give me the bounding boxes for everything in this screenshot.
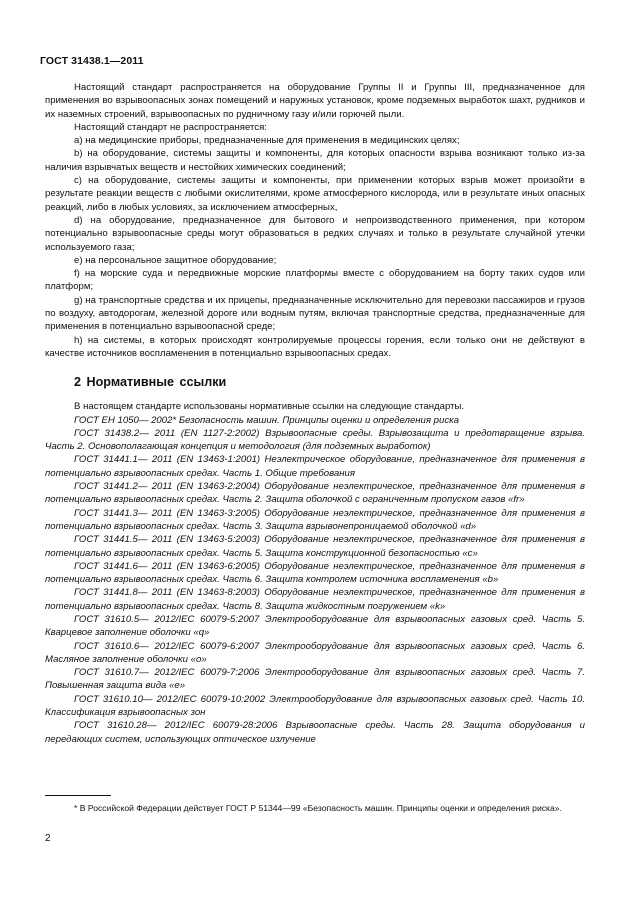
section-heading: 2 Нормативные ссылки <box>74 375 227 390</box>
scope-item-h: h) на системы, в которых происходят контролируемые процессы горения, если только они не действуют в качестве источников воспламенения в потенциально взрывоопасных средах. <box>45 334 585 359</box>
footnote-divider <box>45 795 111 796</box>
scope-item-c: c) на оборудование, системы защиты и компоненты, при применении которых взрыв может произойти в результате реакции веществ с любыми окислителями, кроме атмосферного кислорода, или в результате иных опасных реакций, либо в любых условиях, за исключением атмосферных, <box>45 175 585 213</box>
reference-item: ГОСТ 31610.5— 2012/IEC 60079-5:2007 Электрооборудование для взрывоопасных газовых сред. Часть 5. Кварцевое заполнение оболочки «q» <box>45 613 585 639</box>
reference-item: ГОСТ 31610.7— 2012/IEC 60079-7:2006 Электрооборудование для взрывоопасных газовых сред. Часть 7. Повышенная защита вида «е» <box>45 667 585 692</box>
reference-item: ГОСТ ЕН 1050— 2002* Безопасность машин. Принципы оценки и определения риска <box>74 414 460 426</box>
page-number: 2 <box>45 833 51 844</box>
reference-item: ГОСТ 31610.10— 2012/IEC 60079-10:2002 Электрооборудование для взрывоопасных газовых сред. Часть 10. Классификация взрывоопасных зон <box>45 693 585 719</box>
reference-item: ГОСТ 31441.8— 2011 (EN 13463-8:2003) Оборудование неэлектрическое, предназначенное для применения в потенциально взрывоопасных средах. Часть 8. Защита жидкостным погружением «k» <box>45 587 585 612</box>
scope-item-g: g) на транспортные средства и их прицепы, предназначенные исключительно для перевозки пассажиров и грузов по воздуху, автодорогам, железной дороге или водным путям, включая транспортные средства, предназначенные для применения в потенциально взрывоопасной среде; <box>45 294 585 333</box>
document-body <box>45 81 585 746</box>
scope-item-e: е) на персональное защитное оборудование; <box>74 254 277 266</box>
scope-intro: Настоящий стандарт распространяется на оборудование Группы II и Группы III, предназначенное для применения во взрывоопасных зонах помещений и наружных установок, кроме подземных выработок шахт, рудников и их наземных строений, взрывоопасных по рудничному газу и/или горючей пыли. <box>45 82 585 120</box>
scope-item-f: f) на морские суда и передвижные морские платформы вместе с оборудованием на борту таких судов или платформ; <box>45 268 585 293</box>
reference-item: ГОСТ 31441.3— 2011 (EN 13463-3:2005) Оборудование неэлектрическое, предназначенное для применения в потенциально взрывоопасных средах. Часть 3. Защита взрывонепроницаемой оболочкой «d» <box>45 507 585 532</box>
reference-item: ГОСТ 31610.6— 2012/IEC 60079-6:2007 Электрооборудование для взрывоопасных газовых сред. Часть 6. Масляное заполнение оболочки «о» <box>45 640 585 665</box>
footnote: * В Российской Федерации действует ГОСТ Р 51344—99 «Безопасность машин. Принципы оценки и определения риска». <box>74 803 562 813</box>
reference-item: ГОСТ 31610.28— 2012/IEC 60079-28:2006 Взрывоопасные среды. Часть 28. Защита оборудования и передающих систем, использующих оптическое излучение <box>45 720 585 745</box>
scope-item-a: а) на медицинские приборы, предназначенные для применения в медицинских целях; <box>74 135 460 147</box>
scope-not-applies: Настоящий стандарт не распространяется: <box>74 121 267 133</box>
reference-item: ГОСТ 31438.2— 2011 (EN 1127-2:2002) Взрывоопасные среды. Взрывозащита и предотвращение взрыва. Часть 2. Основополагающая концепция и методология (для подземных выработок) <box>45 427 585 453</box>
document-header: ГОСТ 31438.1—2011 <box>40 55 144 67</box>
scope-item-d: d) на оборудование, предназначенное для бытового и непроизводственного применения, при котором потенциально взрывоопасные среды могут образоваться в редких случаях и только в результате случайной утечки используемого газа; <box>45 214 585 253</box>
reference-item: ГОСТ 31441.1— 2011 (EN 13463-1:2001) Неэлектрическое оборудование, предназначенное для применения в потенциально взрывоопасных средах. Часть 1. Общие требования <box>45 454 585 479</box>
reference-item: ГОСТ 31441.5— 2011 (EN 13463-5:2003) Оборудование неэлектрическое, предназначенное для применения в потенциально взрывоопасных средах. Часть 5. Защита конструкционной безопасностью «с» <box>45 534 585 559</box>
section-intro: В настоящем стандарте использованы нормативные ссылки на следующие стандарты. <box>74 401 465 413</box>
reference-item: ГОСТ 31441.2— 2011 (EN 13463-2:2004) Оборудование неэлектрическое, предназначенное для применения в потенциально взрывоопасных средах. Часть 2. Защита оболочкой с ограниченным пропуском газов «fr» <box>45 481 585 506</box>
scope-item-b: b) на оборудование, системы защиты и компоненты, для которых опасности взрыва возникают только из-за наличия взрывчатых веществ и нестойких химических соединений; <box>45 148 585 173</box>
reference-item: ГОСТ 31441.6— 2011 (EN 13463-6:2005) Оборудование неэлектрическое, предназначенное для применения в потенциально взрывоопасных средах. Часть 6. Защита контролем источника воспламенения «b» <box>45 560 585 586</box>
